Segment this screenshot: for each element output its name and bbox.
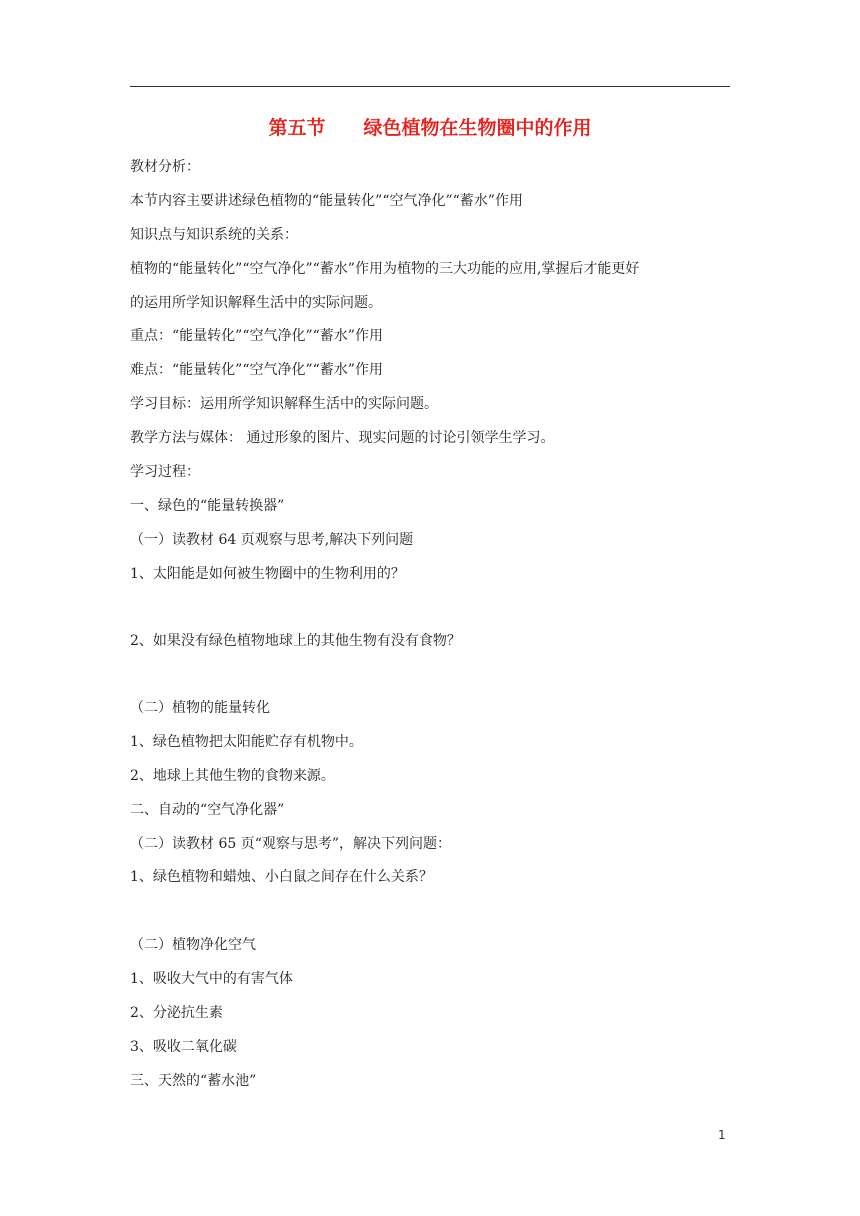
page-number: 1 — [718, 1128, 726, 1142]
text-line: 一、绿色的“能量转换器” — [130, 498, 285, 514]
text-line: 教学方法与媒体： 通过形象的图片、现实问题的讨论引领学生学习。 — [130, 430, 555, 446]
text-line: 二、自动的“空气净化器” — [130, 802, 285, 818]
text-line: 植物的“能量转化”“空气净化”“蓄水”作用为植物的三大功能的应用,掌握后才能更好 — [130, 261, 640, 277]
text-line: （二）读教材 65 页“观察与思考”，解决下列问题： — [130, 836, 452, 852]
text-line: 1、太阳能是如何被生物圈中的生物利用的？ — [130, 566, 405, 582]
text-line: 知识点与知识系统的关系： — [130, 227, 298, 243]
text-line: 学习目标：运用所学知识解释生活中的实际问题。 — [130, 396, 438, 412]
text-line: 的运用所学知识解释生活中的实际问题。 — [130, 295, 382, 311]
text-line: 1、吸收大气中的有害气体 — [130, 971, 293, 987]
text-line: （二）植物的能量转化 — [130, 700, 270, 716]
text-line: 三、天然的“蓄水池” — [130, 1073, 257, 1089]
text-line: 难点：“能量转化”“空气净化”“蓄水”作用 — [130, 362, 383, 378]
text-line: 重点：“能量转化”“空气净化”“蓄水”作用 — [130, 328, 383, 344]
text-line: 学习过程： — [130, 464, 200, 480]
text-line: 2、如果没有绿色植物地球上的其他生物有没有食物？ — [130, 633, 461, 649]
text-line: 教材分析： — [130, 159, 200, 175]
header-rule — [130, 86, 730, 87]
text-line: （一）读教材 64 页观察与思考,解决下列问题 — [130, 532, 414, 548]
section-title: 第五节 绿色植物在生物圈中的作用 — [268, 117, 592, 139]
text-line: 3、吸收二氧化碳 — [130, 1039, 237, 1055]
text-line: 2、地球上其他生物的食物来源。 — [130, 768, 335, 784]
text-line: 1、绿色植物和蜡烛、小白鼠之间存在什么关系？ — [130, 869, 433, 885]
text-line: 1、绿色植物把太阳能贮存有机物中。 — [130, 734, 363, 750]
text-line: 2、分泌抗生素 — [130, 1005, 223, 1021]
text-line: 本节内容主要讲述绿色植物的“能量转化”“空气净化”“蓄水”作用 — [130, 193, 523, 209]
text-line: （二）植物净化空气 — [130, 937, 256, 953]
